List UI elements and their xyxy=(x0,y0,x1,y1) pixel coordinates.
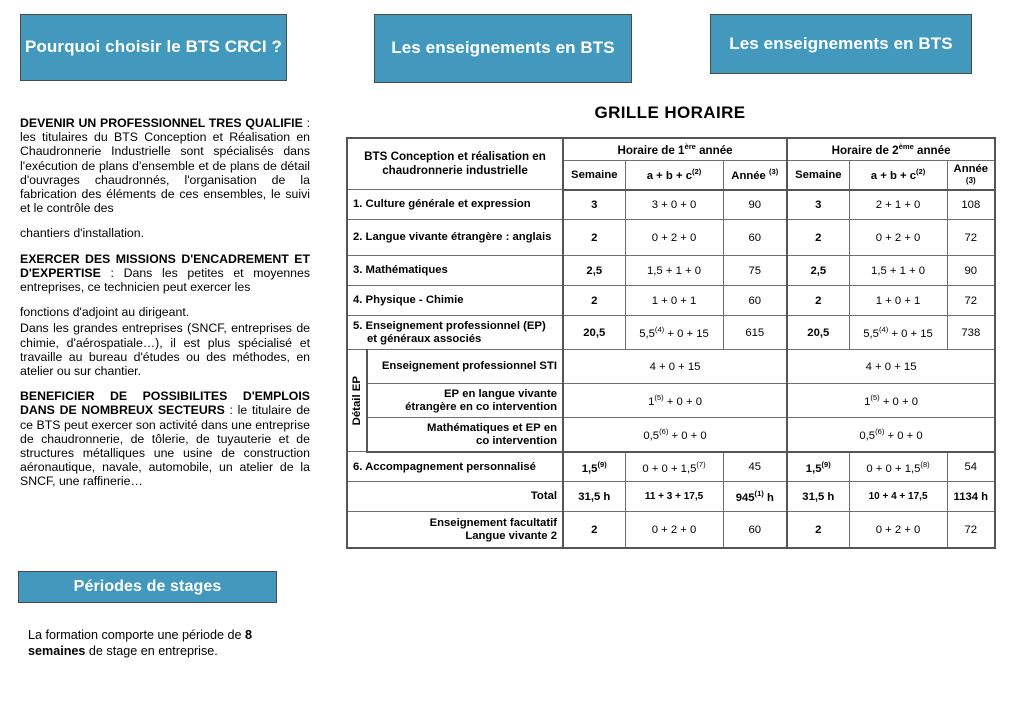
table-row xyxy=(347,190,995,220)
cell-y2-semaine: 2 xyxy=(787,220,849,256)
cell-y1-abc: 1 + 0 + 1 xyxy=(625,286,723,316)
cell-y1-semaine-value: 1,5 xyxy=(581,462,598,475)
cell-y2-semaine-sup: (9) xyxy=(821,459,831,469)
paragraph-2-heading: EXERCER DES MISSIONS D'ENCADREMENT ET D'EXPERTISE xyxy=(20,251,310,280)
table-row xyxy=(347,256,995,286)
paragraph-2-body: : Dans les petites et moyennes entreprises, ce technicien peut exercer les xyxy=(20,265,310,295)
table-row-total xyxy=(347,482,995,512)
header-group-year1-base: Horaire de 1 xyxy=(617,143,685,157)
header-y2-annee-base: Année xyxy=(953,162,989,175)
header-y1-abc-sup: (2) xyxy=(691,167,702,177)
paragraph-1-tail: chantiers d'installation. xyxy=(20,226,145,241)
header-y1-abc xyxy=(625,160,723,190)
facultatif-y1-semaine: 2 xyxy=(563,512,625,548)
cell-y2-annee: 54 xyxy=(947,452,995,482)
cell-y1-abc: $5,5^{(4)} + 0 + 15$ xyxy=(625,316,723,350)
total-y1-annee-value: 945 xyxy=(735,492,755,505)
paragraph-2-tail: fonctions d'adjoint au dirigeant. xyxy=(20,305,190,320)
header-y1-semaine: Semaine xyxy=(563,160,625,190)
table-row xyxy=(347,220,995,256)
facultatif-y2-abc: 0 + 2 + 0 xyxy=(849,512,947,548)
header-y2-semaine: Semaine xyxy=(787,160,849,190)
grille-horaire-table xyxy=(346,137,996,549)
row-label-facultatif: Enseignement facultatif Langue vivante 2 xyxy=(347,512,563,548)
row-label: 3. Mathématiques xyxy=(347,256,563,286)
header-y1-annee-sup: (3) xyxy=(768,167,779,177)
table-row xyxy=(347,452,995,482)
cell-y2-annee: 108 xyxy=(947,190,995,220)
total-y2-abc: 10 + 4 + 17,5 xyxy=(849,482,947,512)
header-y2-abc-base: a + b + c xyxy=(870,170,917,183)
total-y1-abc: 11 + 3 + 17,5 xyxy=(625,482,723,512)
detail-row-label: Enseignement professionnel STI xyxy=(367,350,563,384)
cell-y2-semaine-value: 1,5 xyxy=(805,462,822,475)
cell-y2-abc: $5,5^{(4)} + 0 + 15$ xyxy=(849,316,947,350)
paragraph-1-heading: DEVENIR UN PROFESSIONNEL TRES QUALIFIE xyxy=(20,116,303,130)
cell-y1-abc: 1,5 + 1 + 0 xyxy=(625,256,723,286)
stage-duration-text xyxy=(28,628,308,659)
detail-cell-y1: 4 + 0 + 15 xyxy=(563,350,787,384)
heading-box-pourquoi-bts-crci[interactable] xyxy=(20,14,287,81)
total-y2-annee: 1134 h xyxy=(947,482,995,512)
cell-y2-annee: 72 xyxy=(947,286,995,316)
paragraph-beneficier-emplois xyxy=(20,389,310,488)
cell-y2-abc-sup: (8) xyxy=(920,459,930,469)
cell-y2-abc: 1,5 + 1 + 0 xyxy=(849,256,947,286)
cell-y1-abc: 3 + 0 + 0 xyxy=(625,190,723,220)
cell-y1-annee: 60 xyxy=(723,220,787,256)
cell-y1-annee: 75 xyxy=(723,256,787,286)
heading-box-enseignements-1[interactable] xyxy=(374,14,632,83)
table-row-detail-ep xyxy=(347,384,995,418)
cell-y1-annee: 60 xyxy=(723,286,787,316)
facultatif-y2-annee: 72 xyxy=(947,512,995,548)
left-description-column xyxy=(20,116,310,489)
header-corner-label: BTS Conception et réalisation en chaudronnerie industrielle xyxy=(347,138,563,190)
header-y2-abc-sup: (2) xyxy=(916,167,926,177)
cell-y1-semaine: 3 xyxy=(563,190,625,220)
facultatif-y1-annee: 60 xyxy=(723,512,787,548)
header-y2-annee-sup: (3) xyxy=(965,175,976,185)
header-group-year2 xyxy=(787,138,995,160)
facultatif-y2-semaine: 2 xyxy=(787,512,849,548)
paragraph-3-heading: BENEFICIER DE POSSIBILITES D'EMPLOIS DANS DE NOMBREUX SECTEURS xyxy=(20,389,310,418)
cell-y2-annee: 738 xyxy=(947,316,995,350)
detail-cell-y2: $0,5^{(6)} + 0 + 0$ xyxy=(787,418,995,452)
cell-y2-semaine: 2,5 xyxy=(787,256,849,286)
cell-y2-abc: 2 + 1 + 0 xyxy=(849,190,947,220)
heading-box-enseignements-1-label: Les enseignements en BTS xyxy=(391,38,615,58)
cell-y2-abc: 1 + 0 + 1 xyxy=(849,286,947,316)
grille-horaire-table-wrapper xyxy=(346,137,994,549)
row-label-total: Total xyxy=(347,482,563,512)
table-row-detail-ep xyxy=(347,418,995,452)
detail-cell-y2: 4 + 0 + 15 xyxy=(787,350,995,384)
cell-y2-abc: 0 + 2 + 0 xyxy=(849,220,947,256)
cell-y2-abc-value: 0 + 0 + 1,5 xyxy=(866,462,921,475)
detail-row-label: EP en langue vivante étrangère en co intervention xyxy=(367,384,563,418)
grille-horaire-title: GRILLE HORAIRE xyxy=(594,103,746,122)
stage-text-bold: 8 semaines xyxy=(28,628,253,658)
table-row-detail-ep xyxy=(347,350,995,384)
header-group-year2-sup: ème xyxy=(898,142,914,151)
cell-y1-annee: 45 xyxy=(723,452,787,482)
cell-y1-abc-sup: (7) xyxy=(696,459,706,469)
total-y1-annee-sup: (1) xyxy=(754,489,764,499)
table-row-facultatif xyxy=(347,512,995,548)
paragraph-2-extra: Dans les grandes entreprises (SNCF, entreprises de chimie, d'aérospatiale…), il est plus spécialisé et travaille au bureau d'études ou des méthodes, en atelier ou sur chantier. xyxy=(20,321,310,379)
detail-ep-vertical-label-cell xyxy=(347,350,367,452)
cell-y1-semaine: 2 xyxy=(563,220,625,256)
row-label: 2. Langue vivante étrangère : anglais xyxy=(347,220,563,256)
row-label: 6. Accompagnement personnalisé xyxy=(347,452,563,482)
cell-y1-abc-value: 0 + 0 + 1,5 xyxy=(642,462,697,475)
header-group-year1-sup: ère xyxy=(684,142,696,151)
cell-y1-semaine xyxy=(563,452,625,482)
cell-y1-semaine-sup: (9) xyxy=(597,459,607,469)
paragraph-1-body: : les titulaires du BTS Conception et Réalisation en Chaudronnerie Industrielle sont spécialisés dans l'exécution de plans d'ensemble et de plans de détail d'ouvrages chaudronnés, l'organisation de la fabrication des éléments de ces ensembles, le suivi et le contrôle des xyxy=(20,116,310,216)
heading-box-enseignements-2[interactable] xyxy=(710,14,972,74)
row-label: 1. Culture générale et expression xyxy=(347,190,563,220)
total-y1-semaine: 31,5 h xyxy=(563,482,625,512)
detail-cell-y1: $0,5^{(6)} + 0 + 0$ xyxy=(563,418,787,452)
header-y1-annee-base: Année xyxy=(731,170,766,183)
header-y1-annee xyxy=(723,160,787,190)
facultatif-y1-abc: 0 + 2 + 0 xyxy=(625,512,723,548)
header-y2-annee xyxy=(947,160,995,190)
header-group-year1 xyxy=(563,138,787,160)
cell-y1-abc xyxy=(625,452,723,482)
stage-text-line1: La formation comporte une période de xyxy=(28,628,246,642)
heading-box-enseignements-2-label: Les enseignements en BTS xyxy=(729,33,953,53)
total-y1-annee-unit: h xyxy=(763,492,774,505)
heading-box-pourquoi-label: Pourquoi choisir le BTS CRCI ? xyxy=(24,37,283,57)
header-group-year2-base: Horaire de 2 xyxy=(831,143,899,157)
table-header-row-groups xyxy=(347,138,995,160)
cell-y1-annee: 90 xyxy=(723,190,787,220)
detail-cell-y1: $1^{(5)} + 0 + 0$ xyxy=(563,384,787,418)
cell-y2-semaine: 3 xyxy=(787,190,849,220)
total-y1-annee xyxy=(723,482,787,512)
row-label: 5. Enseignement professionnel (EP) et généraux associés xyxy=(347,316,563,350)
detail-cell-y2: $1^{(5)} + 0 + 0$ xyxy=(787,384,995,418)
cell-y1-semaine: 2 xyxy=(563,286,625,316)
paragraph-devenir-professionnel xyxy=(20,116,310,215)
header-group-year2-end: année xyxy=(913,143,951,157)
heading-box-stages-label: Périodes de stages xyxy=(73,577,222,595)
table-row xyxy=(347,286,995,316)
cell-y2-semaine: 2 xyxy=(787,286,849,316)
total-y2-semaine: 31,5 h xyxy=(787,482,849,512)
cell-y1-semaine: 2,5 xyxy=(563,256,625,286)
cell-y2-annee: 90 xyxy=(947,256,995,286)
cell-y1-semaine: 20,5 xyxy=(563,316,625,350)
header-y1-abc-base: a + b + c xyxy=(646,170,692,183)
cell-y2-semaine: 20,5 xyxy=(787,316,849,350)
detail-ep-vertical-label: Détail EP xyxy=(351,376,363,426)
heading-box-periodes-de-stages[interactable] xyxy=(18,571,277,603)
header-y2-abc xyxy=(849,160,947,190)
table-row xyxy=(347,316,995,350)
header-group-year1-end: année xyxy=(695,143,733,157)
row-label: 4. Physique - Chimie xyxy=(347,286,563,316)
paragraph-exercer-missions xyxy=(20,252,310,295)
cell-y1-abc: 0 + 2 + 0 xyxy=(625,220,723,256)
cell-y2-annee: 72 xyxy=(947,220,995,256)
stage-text-line2: de stage en entreprise. xyxy=(85,643,218,658)
paragraph-3-body: : le titulaire de ce BTS peut exercer son activité dans une entreprise de chaudronnerie, de tôlerie, de tuyauterie et de structures métalliques une usine de construction aéronautique, navale, automobile, un atelier de la SNCF, une raffinerie… xyxy=(20,403,310,489)
cell-y2-abc xyxy=(849,452,947,482)
cell-y1-annee: 615 xyxy=(723,316,787,350)
cell-y2-semaine xyxy=(787,452,849,482)
detail-row-label: Mathématiques et EP en co intervention xyxy=(367,418,563,452)
